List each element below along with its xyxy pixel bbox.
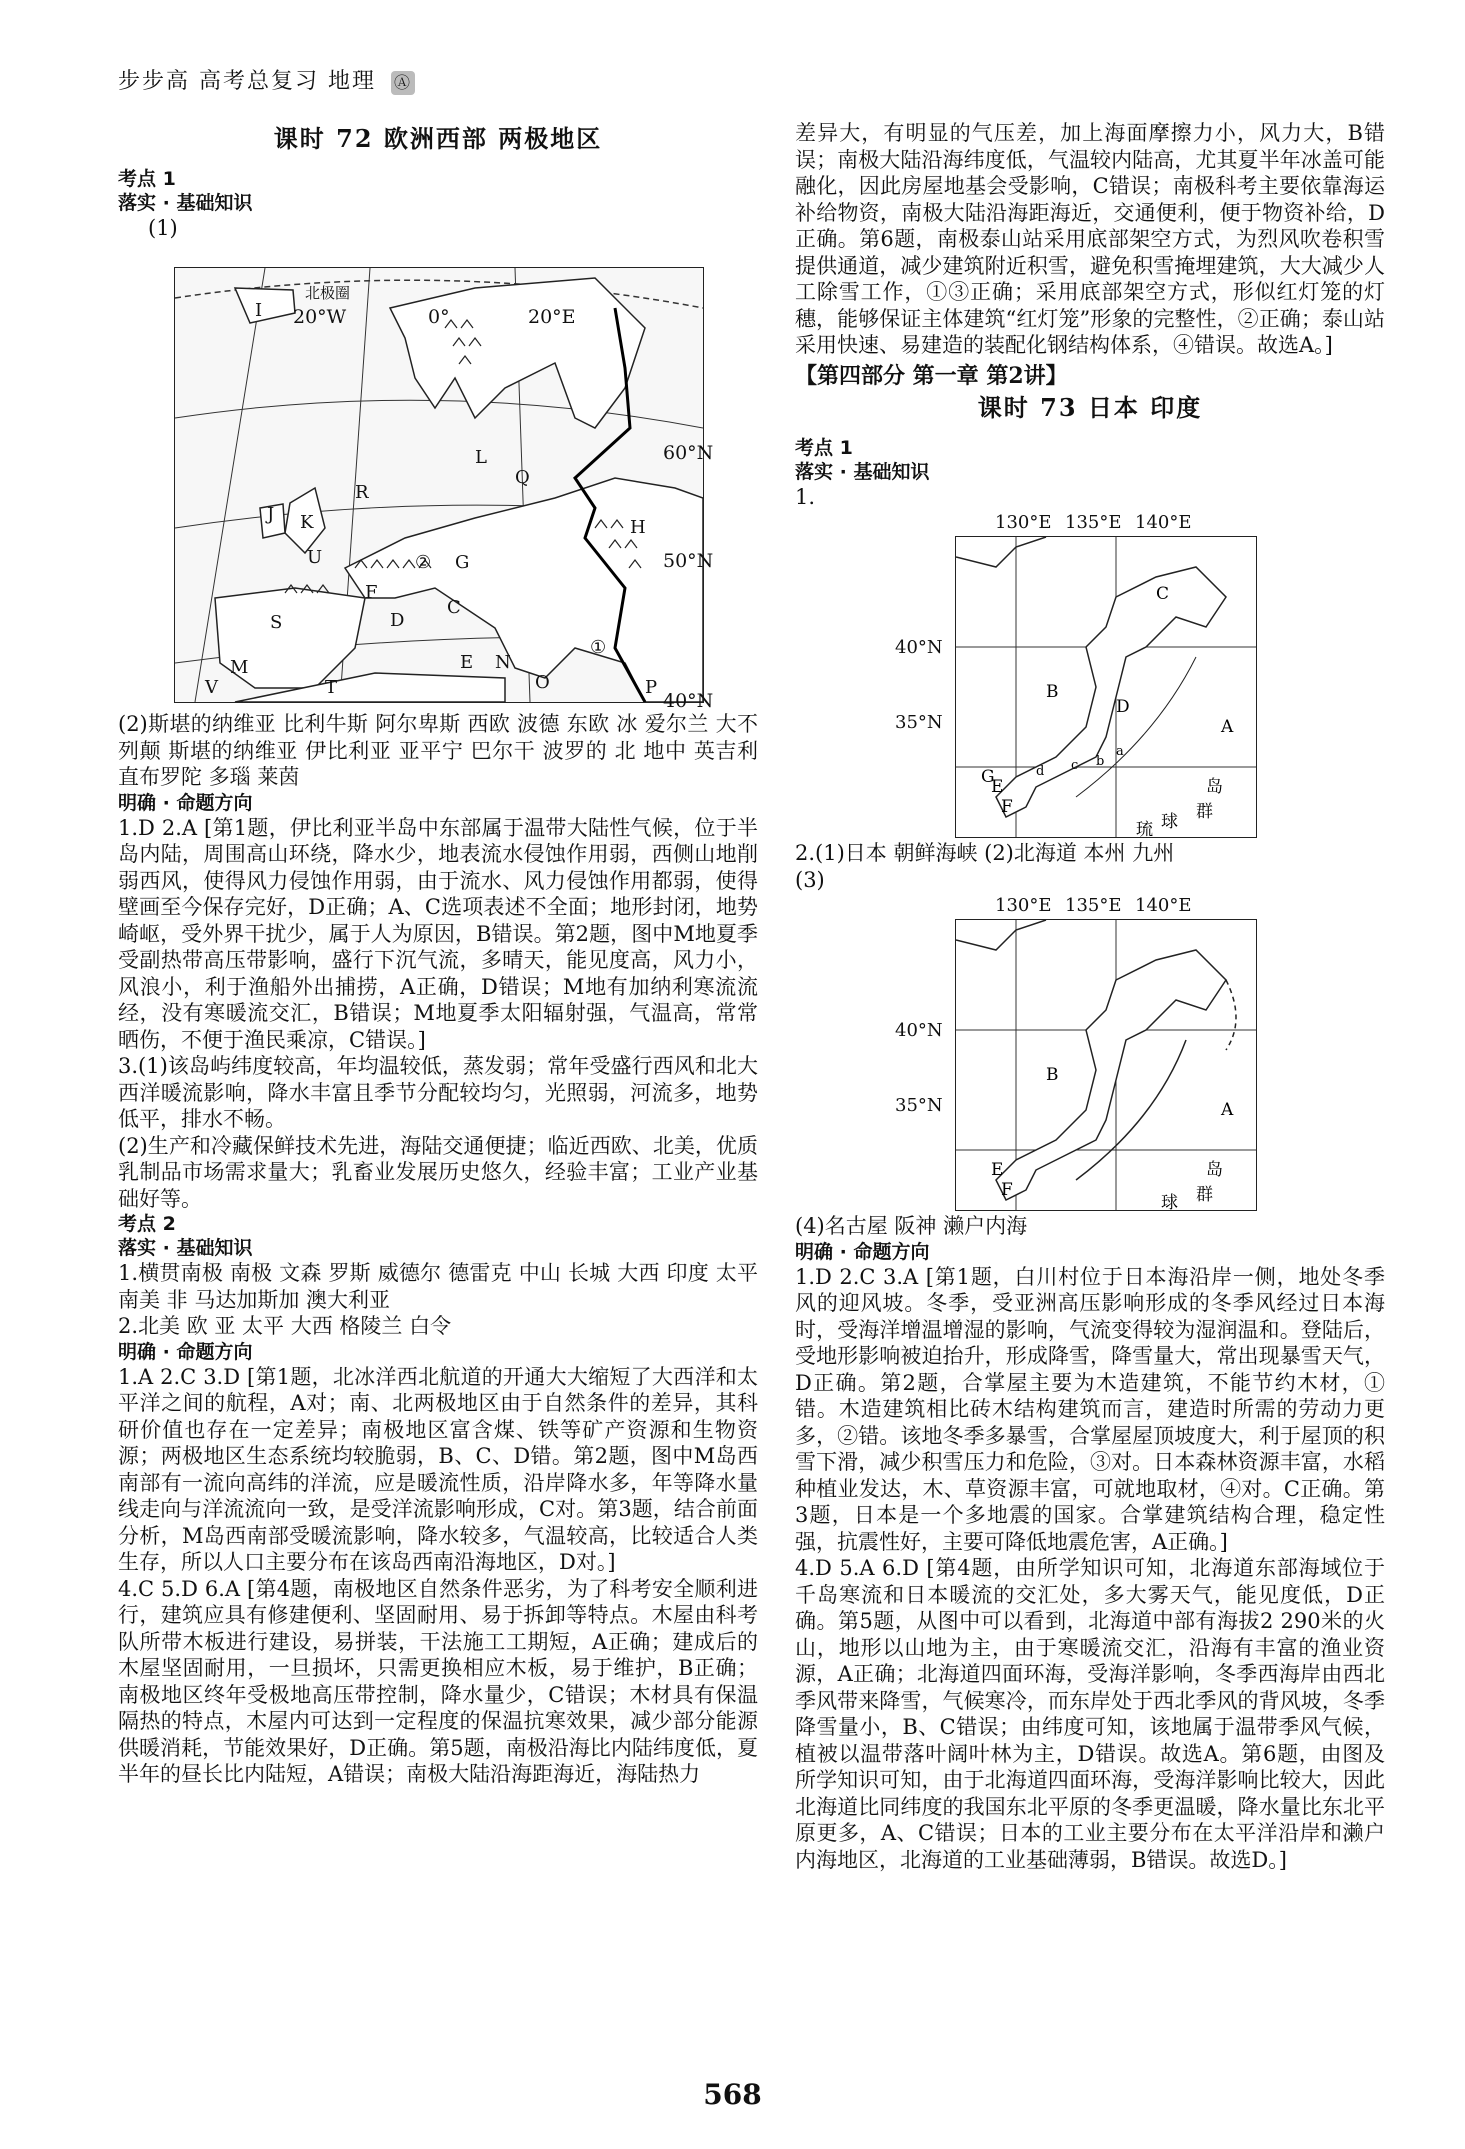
map-label: 群: [1196, 802, 1213, 822]
map-label: ①: [590, 637, 607, 658]
map-label: T: [325, 677, 338, 698]
map-label: 球: [1161, 812, 1178, 832]
map-label: c: [1071, 758, 1079, 773]
lon-label: 130°E: [995, 895, 1052, 916]
subheading: 明确 · 命题方向: [795, 1240, 930, 1263]
header-text: 步步高 高考总复习 地理: [118, 69, 376, 94]
lat-label: 60°N: [663, 442, 714, 464]
lat-label: 40°N: [895, 1020, 943, 1041]
answer-text: 1.横贯南极 南极 文森 罗斯 威德尔 德雷克 中山 长城 大西 印度 太平 南美 非 马达加斯加 澳大利亚: [118, 1261, 758, 1312]
subheading: 落实 · 基础知识: [118, 1237, 253, 1259]
lon-label: 0°: [428, 306, 450, 328]
map-label: E: [460, 652, 474, 673]
answer-text: 2.(1)日本 朝鲜海峡 (2)北海道 本州 九州: [795, 841, 1175, 865]
lon-label: 130°E: [995, 512, 1052, 533]
japan-map-1-wrap: [795, 510, 1385, 840]
map-label: R: [355, 482, 369, 503]
map-label: G: [455, 552, 470, 573]
map-label: C: [1156, 584, 1170, 604]
japan-map-2-wrap: [795, 893, 1385, 1213]
answer-text: 差异大，有明显的气压差，加上海面摩擦力小，风力大，B错误；南极大陆沿海纬度低，气温较内陆高，尤其夏半年冰盖可能融化，因此房屋地基会受影响，C错误；南极科考主要依靠海运补给物资，南极大陆沿海距海近，交通便利，便于物资补给，D正确。第6题，南极泰山站采用底部架空方式，为烈风吹卷积雪提供通道，减少建筑附近积雪，避免积雪掩埋建筑，大大减少人工除雪工作，①③正确；采用底部架空方式，形似红灯笼的灯穗，能够保证主体建筑“红灯笼”形象的完整性，②正确；泰山站采用快速、易建造的装配化钢结构体系，④错误。故选A。]: [795, 121, 1385, 357]
europe-map: [174, 267, 704, 703]
map-label: B: [1046, 1065, 1059, 1085]
map-label: M: [230, 657, 249, 678]
lat-label: 50°N: [663, 550, 714, 572]
lon-label: 140°E: [1135, 512, 1192, 533]
edition-badge: Ⓐ: [391, 71, 415, 95]
map-label: L: [475, 447, 487, 468]
map-label: D: [390, 610, 405, 631]
answer-text: 4.C 5.D 6.A [第4题，南极地区自然条件恶劣，为了科考安全顺利进行，建筑应具有修建便利、坚固耐用、易于拆卸等特点。木屋由科考队所带木板进行建设，易拼装，干法施工工期短，A正确；建成后的木屋坚固耐用，一旦损坏，只需更换相应木板，易于维护，B正确；南极地区终年受极地高压带控制，降水量少，C错误；木材具有保温隔热的特点，木屋内可达到一定程度的保温抗寒效果，减少部分能源供暖消耗，节能效果好，D正确。第5题，南极沿海比内陆纬度低，夏半年的昼长比内陆短，A错误；南极大陆沿海距海近，海陆热力: [118, 1576, 758, 1786]
answer-text: 2.北美 欧 亚 太平 大西 格陵兰 白令: [118, 1314, 452, 1338]
map-label: 琉: [1136, 820, 1153, 838]
map-label: A: [1221, 1100, 1234, 1120]
answer-text: (2)斯堪的纳维亚 比利牛斯 阿尔卑斯 西欧 波德 东欧 冰 爱尔兰 大不列颠 斯堪的纳维亚 伊比利亚 亚平宁 巴尔干 波罗的 北 地中 英吉利 直布罗陀 多瑙 莱茵: [118, 712, 758, 789]
map-label: S: [270, 612, 283, 633]
map-label: 群: [1196, 1185, 1213, 1205]
lon-label: 140°E: [1135, 895, 1192, 916]
lat-label: 35°N: [895, 712, 943, 733]
map-label: U: [307, 547, 323, 568]
lon-label: 20°E: [528, 306, 576, 328]
lat-label: 40°N: [663, 690, 714, 712]
item-label: (1): [148, 215, 178, 240]
subheading: 落实 · 基础知识: [795, 460, 930, 483]
lon-label: 20°W: [293, 306, 347, 328]
map-label: J: [267, 504, 275, 525]
arctic-circle-label: 北极圈: [305, 284, 351, 302]
map-label: E: [991, 777, 1004, 797]
answer-text: 3.(1)该岛屿纬度较高，年均温较低，蒸发弱；常年受盛行西风和北大西洋暖流影响，降水丰富且季节分配较均匀，光照弱，河流多，地势低平，排水不畅。: [118, 1054, 758, 1131]
subheading: 明确 · 命题方向: [118, 1340, 253, 1363]
kaodian-1: 考点 1: [795, 436, 853, 459]
lesson-title-73: 课时 73 日本 印度: [977, 393, 1203, 422]
map-label: K: [300, 512, 314, 533]
map-label: 球: [1161, 1193, 1178, 1211]
map-label: F: [1001, 1180, 1013, 1200]
item-label: (3): [795, 867, 825, 892]
japan-map-2: [955, 919, 1257, 1211]
answer-text: 1.D 2.C 3.A [第1题，白川村位于日本海沿岸一侧，地处冬季风的迎风坡。冬季，受亚洲高压影响形成的冬季风经过日本海时，受海洋增温增湿的影响，气流变得较为湿润温和。登陆后，受地形影响被迫抬升，形成降雪，降雪量大，常出现暴雪天气，D正确。第2题，合掌屋主要为木造建筑，不能节约木材，①错。木造建筑相比砖木结构建筑而言，建造时所需的劳动力更多，②错。该地冬季多暴雪，合掌屋屋顶坡度大，利于屋顶的积雪下滑，减少积雪压力和危险，③对。日本森林资源丰富，水稻种植业发达，木、草资源丰富，可就地取材，④对。C正确。第3题，日本是一个多地震的国家。合掌建筑结构合理，稳定性强，抗震性好，主要可降低地震危害，A正确。]: [795, 1264, 1385, 1554]
map-label: 岛: [1206, 777, 1223, 797]
answer-text: 4.D 5.A 6.D [第4题，由所学知识可知，北海道东部海域位于千岛寒流和日本暖流的交汇处，多大雾天气，能见度低，D正确。第5题，从图中可以看到，北海道中部有海拔2 290米的火山，地形以山地为主，由于寒暖流交汇，沿海有丰富的渔业资源，A正确；北海道四面环海，受海洋影响，冬季西海岸由西北季风带来降雪，气候寒冷，而东岸处于西北季风的背风坡，冬季降雪量小，B、C错误；由纬度可知，该地属于温带季风气候，植被以温带落叶阔叶林为主，D错误。故选A。第6题，由图及所学知识可知，由于北海道四面环海，受海洋影响比较大，因此北海道比同纬度的我国东北平原的冬季更温暖，降水量比东北平原更多，A、C错误；日本的工业主要分布在太平洋沿岸和濑户内海地区，北海道的工业基础薄弱，B错误。故选D。]: [795, 1556, 1385, 1872]
map-label: b: [1096, 754, 1105, 769]
left-column: [118, 120, 758, 1788]
map-label: F: [1001, 797, 1013, 817]
lon-label: 135°E: [1065, 895, 1122, 916]
map-label: ②: [415, 552, 432, 573]
map-label: O: [535, 672, 550, 693]
map-label: d: [1036, 764, 1045, 779]
map-label: F: [365, 582, 378, 603]
map-label: N: [495, 652, 511, 673]
subheading: 落实 · 基础知识: [118, 191, 253, 214]
map-label: B: [1046, 682, 1059, 702]
page-number: 568: [703, 2078, 762, 2111]
part-heading: 【第四部分 第一章 第2讲】: [795, 362, 1068, 389]
lat-label: 35°N: [895, 1095, 943, 1116]
map-label: a: [1116, 744, 1124, 759]
map-label: E: [991, 1160, 1004, 1180]
map-label: G: [981, 767, 995, 787]
japan-map-1: [955, 536, 1257, 838]
right-column: [795, 120, 1385, 1873]
answer-text: (4)名古屋 阪神 濑户内海: [795, 1214, 1028, 1238]
map-label: 岛: [1206, 1160, 1223, 1180]
lon-label: 135°E: [1065, 512, 1122, 533]
map-label: A: [1221, 717, 1234, 737]
map-label: V: [205, 677, 218, 698]
answer-text: (2)生产和冷藏保鲜技术先进，海陆交通便捷；临近西欧、北美，优质乳制品市场需求量大；乳畜业发展历史悠久，经验丰富；工业产业基础好等。: [118, 1133, 758, 1211]
map-label: C: [447, 597, 461, 618]
page-header: [118, 64, 415, 95]
kaodian-2: 考点 2: [118, 1213, 176, 1235]
subheading: 明确 · 命题方向: [118, 791, 253, 814]
map-label: H: [630, 517, 646, 538]
answer-text: 1.A 2.C 3.D [第1题，北冰洋西北航道的开通大大缩短了大西洋和太平洋之间的航程，A对；南、北两极地区由于自然条件的差异，其科研价值也存在一定差异；南极地区富含煤、铁等矿产资源和生物资源；两极地区生态系统均较脆弱，B、C、D错。第2题，图中M岛西南部有一流向高纬的洋流，应是暖流性质，沿岸降水多，年等降水量线走向与洋流流向一致，是受洋流影响形成，C对。第3题，结合前面分析，M岛西南部受暖流影响，降水较多，气温较高，比较适合人类生存，所以人口主要分布在该岛西南沿海地区，D对。]: [118, 1364, 758, 1574]
map-label: Q: [515, 467, 530, 488]
map-label: D: [1116, 697, 1130, 717]
lat-label: 40°N: [895, 637, 943, 658]
map-label: I: [255, 300, 263, 321]
answer-text: 1.D 2.A [第1题，伊比利亚半岛中东部属于温带大陆性气候，位于半岛内陆，周围高山环绕，降水少，地表流水侵蚀作用弱，西侧山地削弱西风，使得风力侵蚀作用弱，由于流水、风力侵蚀作用都弱，使得壁画至今保存完好，D正确；A、C选项表述不全面；地形封闭，地势崎岖，受外界干扰少，属于人为原因，B错误。第2题，图中M地夏季受副热带高压带影响，盛行下沉气流，多晴天，能见度高，风力小，风浪小，利于渔船外出捕捞，A正确，D错误；M地有加纳利寒流流经，没有寒暖流交汇，B错误；M地夏季太阳辐射强，气温高，常常晒伤，不便于渔民乘凉，C错误。]: [118, 815, 758, 1052]
kaodian-1: 考点 1: [118, 167, 176, 190]
lesson-title-72: 课时 72 欧洲西部 两极地区: [273, 124, 603, 153]
item-label: 1.: [795, 484, 816, 509]
map-label: P: [645, 677, 658, 698]
